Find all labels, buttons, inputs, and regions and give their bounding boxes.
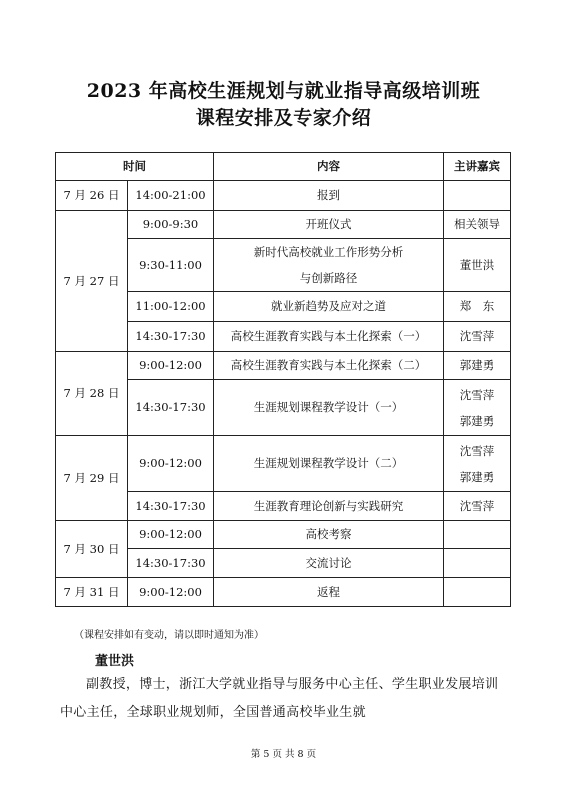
time-cell: 9:00-12:00 xyxy=(128,436,214,492)
time-cell: 9:00-12:00 xyxy=(128,578,214,607)
speaker-cell xyxy=(444,549,511,578)
speaker-cell xyxy=(444,578,511,607)
date-cell: 7 月 28 日 xyxy=(56,352,128,436)
speaker-cell xyxy=(444,436,511,492)
time-cell: 14:30-17:30 xyxy=(128,549,214,578)
speaker-line: 沈雪萍 xyxy=(459,387,495,402)
speaker-cell: 沈雪萍 xyxy=(444,492,511,521)
date-cell: 7 月 29 日 xyxy=(56,436,128,521)
time-cell: 14:30-17:30 xyxy=(128,380,214,436)
document-title: 2023 年高校生涯规划与就业指导高级培训班 xyxy=(86,80,481,102)
table-row xyxy=(56,181,511,211)
table-row xyxy=(56,436,511,492)
speaker-line: 郭建勇 xyxy=(459,469,495,484)
date-cell: 7 月 27 日 xyxy=(56,211,128,352)
content-cell: 报到 xyxy=(214,181,444,211)
time-cell: 14:30-17:30 xyxy=(128,492,214,521)
content-cell: 就业新趋势及应对之道 xyxy=(214,292,444,322)
schedule-note: （课程安排如有变动，请以即时通知为准） xyxy=(74,630,264,641)
speaker-line: 沈雪萍 xyxy=(459,443,495,458)
content-line: 与创新路径 xyxy=(299,271,358,285)
date-cell: 7 月 30 日 xyxy=(56,521,128,578)
speaker-cell: 董世洪 xyxy=(444,239,511,292)
content-line: 新时代高校就业工作形势分析 xyxy=(253,245,404,259)
speaker-cell: 相关领导 xyxy=(444,211,511,239)
speaker-cell: 郑 东 xyxy=(444,292,511,322)
speaker-cell xyxy=(444,521,511,549)
speaker-cell xyxy=(444,181,511,211)
table-header-row xyxy=(56,153,511,181)
page-number: 第 5 页 共 8 页 xyxy=(250,749,317,760)
content-cell: 生涯规划课程教学设计（二） xyxy=(214,436,444,492)
schedule-table xyxy=(55,152,511,607)
header-time: 时间 xyxy=(56,153,214,181)
time-cell: 9:00-9:30 xyxy=(128,211,214,239)
header-content: 内容 xyxy=(214,153,444,181)
document-subtitle: 课程安排及专家介绍 xyxy=(195,107,372,129)
speaker-cell: 沈雪萍 xyxy=(444,322,511,352)
content-cell: 高校生涯教育实践与本土化探索（二） xyxy=(214,352,444,380)
expert-bio: 副教授，博士，浙江大学就业指导与服务中心主任、学生职业发展培训中心主任，全球职业规划师，全国普通高校毕业生就 xyxy=(60,677,499,720)
speaker-cell: 郭建勇 xyxy=(444,352,511,380)
time-cell: 9:30-11:00 xyxy=(128,239,214,292)
table-row xyxy=(56,521,511,549)
table-row xyxy=(56,211,511,239)
content-cell: 开班仪式 xyxy=(214,211,444,239)
content-cell: 高校生涯教育实践与本土化探索（一） xyxy=(214,322,444,352)
table-row xyxy=(56,578,511,607)
time-cell: 9:00-12:00 xyxy=(128,521,214,549)
content-cell xyxy=(214,239,444,292)
date-cell: 7 月 31 日 xyxy=(56,578,128,607)
content-cell: 交流讨论 xyxy=(214,549,444,578)
expert-name: 董世洪 xyxy=(95,654,135,669)
content-cell: 生涯规划课程教学设计（一） xyxy=(214,380,444,436)
speaker-line: 郭建勇 xyxy=(459,413,495,428)
date-cell: 7 月 26 日 xyxy=(56,181,128,211)
speaker-cell xyxy=(444,380,511,436)
content-cell: 高校考察 xyxy=(214,521,444,549)
time-cell: 14:30-17:30 xyxy=(128,322,214,352)
time-cell: 14:00-21:00 xyxy=(128,181,214,211)
time-cell: 9:00-12:00 xyxy=(128,352,214,380)
header-speaker: 主讲嘉宾 xyxy=(444,153,511,181)
table-row xyxy=(56,352,511,380)
content-cell: 返程 xyxy=(214,578,444,607)
content-cell: 生涯教育理论创新与实践研究 xyxy=(214,492,444,521)
time-cell: 11:00-12:00 xyxy=(128,292,214,322)
